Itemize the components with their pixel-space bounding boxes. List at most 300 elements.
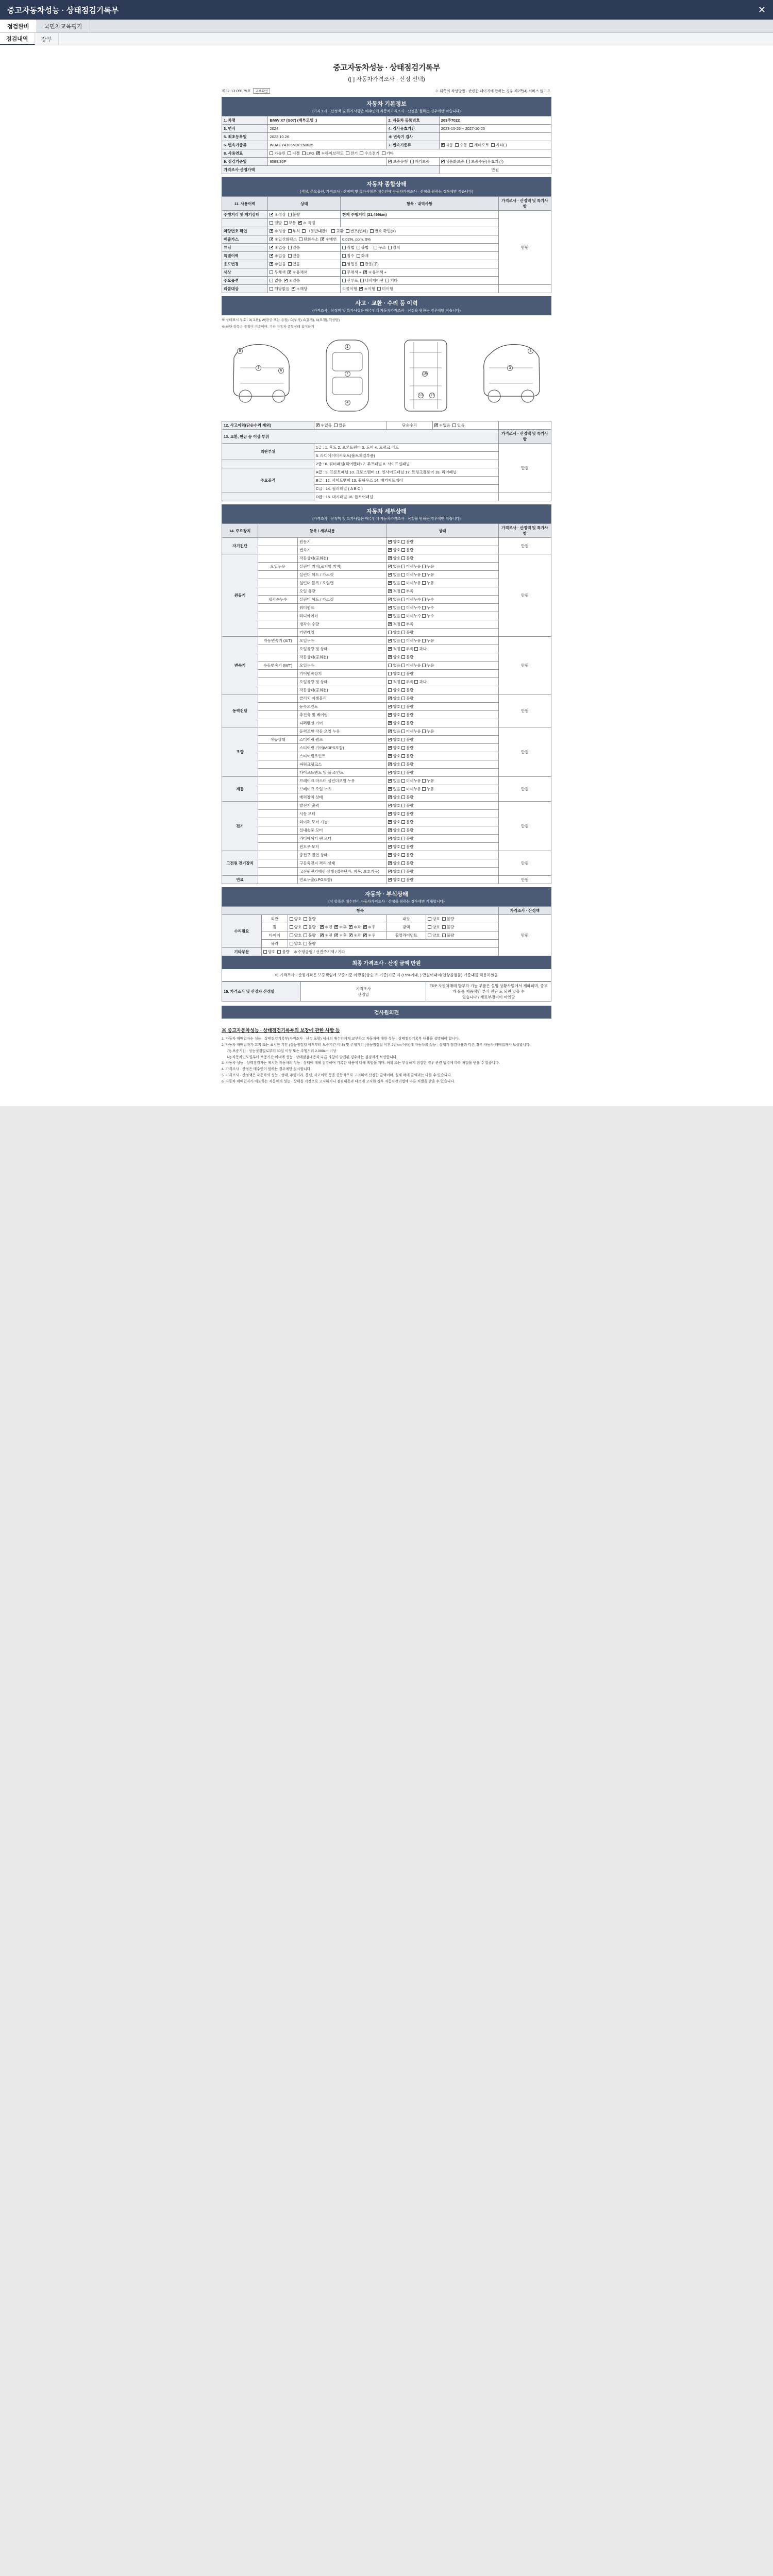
- checkbox-fuel-diesel[interactable]: 디젤: [288, 150, 300, 156]
- checkbox-special-fire[interactable]: 화재: [357, 253, 369, 259]
- detail-item-state[interactable]: [386, 752, 498, 760]
- checkbox-color-mono2[interactable]: 무채색 +: [342, 269, 361, 275]
- checkbox-불량[interactable]: 불량: [401, 630, 414, 635]
- checkbox-양호[interactable]: ✔ 양호: [388, 761, 400, 767]
- field-value-price-basic[interactable]: 만원: [439, 166, 551, 174]
- detail-group-price[interactable]: 만원: [498, 694, 551, 727]
- checkbox-적정[interactable]: ✔ 적정: [388, 646, 400, 652]
- checkbox-불량[interactable]: 불량: [401, 671, 414, 676]
- detail-item-state[interactable]: [386, 546, 498, 554]
- row-state-special[interactable]: [268, 252, 341, 260]
- checkbox-불량[interactable]: 불량: [401, 852, 414, 858]
- checkbox-불량[interactable]: 불량: [401, 753, 414, 759]
- checkbox-불량[interactable]: 불량: [401, 555, 414, 561]
- checkbox-불량[interactable]: 불량: [401, 794, 414, 800]
- checkbox-양호[interactable]: ✔ 양호: [388, 753, 400, 759]
- detail-item-state[interactable]: [386, 810, 498, 818]
- detail-item-state[interactable]: [386, 785, 498, 793]
- checkbox-부족[interactable]: 부족: [401, 588, 414, 594]
- checkbox-warranty-type[interactable]: ✔ 보증유형: [388, 159, 408, 164]
- checkbox-미세누유[interactable]: 미세누유: [401, 786, 421, 792]
- checkbox-양호[interactable]: ✔ 양호: [388, 836, 400, 841]
- detail-group-price[interactable]: 만원: [498, 851, 551, 876]
- checkbox-불량[interactable]: 불량: [401, 654, 414, 660]
- detail-item-state[interactable]: [386, 777, 498, 785]
- checkbox-special-none[interactable]: ✔ ＊없음: [270, 253, 285, 259]
- detail-group-price[interactable]: 만원: [498, 777, 551, 802]
- checkbox-fuel-hybrid[interactable]: ✔ ＊하이브리드: [316, 150, 344, 156]
- checkbox-tire-front[interactable]: ✔ ＊전: [320, 933, 332, 938]
- checkbox-recall-na[interactable]: 해당없음: [270, 286, 289, 292]
- row-state-other-parts[interactable]: [261, 948, 498, 956]
- detail-item-state[interactable]: [386, 554, 498, 563]
- checkbox-양호[interactable]: ✔ 양호: [388, 770, 400, 775]
- checkbox-usechange-none[interactable]: ✔ ＊없음: [270, 261, 285, 267]
- detail-item-state[interactable]: [386, 868, 498, 876]
- checkbox-없음[interactable]: 없음: [388, 663, 400, 668]
- checkbox-recall-notdone[interactable]: 미이행: [377, 286, 393, 292]
- checkbox-tuning-legal[interactable]: 적법: [342, 245, 355, 250]
- section-1-band: [222, 97, 551, 116]
- checkbox-accident-none[interactable]: ✔ ＊없음: [316, 422, 332, 428]
- checkbox-trans-other[interactable]: 기타( ): [491, 142, 507, 148]
- checkbox-불량[interactable]: 불량: [401, 869, 414, 874]
- checkbox-양호[interactable]: ✔ 양호: [388, 720, 400, 726]
- checkbox-vin-altered[interactable]: 변조(변타): [346, 228, 368, 234]
- detail-item-state[interactable]: [386, 653, 498, 662]
- checkbox-없음[interactable]: ✔ 없음: [388, 605, 400, 611]
- checkbox-odo-high[interactable]: ✔ ＊ 특정: [298, 220, 315, 226]
- checkbox-양호[interactable]: 양호: [388, 630, 400, 635]
- checkbox-양호[interactable]: ✔ 양호: [388, 803, 400, 808]
- checkbox-option-navigation[interactable]: 내비게이션: [360, 278, 383, 283]
- checkbox-trans-semi[interactable]: 세미오토: [469, 142, 489, 148]
- checkbox-polish-good[interactable]: 양호: [428, 924, 440, 930]
- checkbox-양호[interactable]: ✔ 양호: [388, 811, 400, 817]
- checkbox-불량[interactable]: 불량: [401, 770, 414, 775]
- checkbox-없음[interactable]: ✔ 없음: [388, 580, 400, 586]
- subtab-ledger[interactable]: 장부: [35, 33, 59, 45]
- row-state-emission[interactable]: [268, 235, 341, 244]
- checkbox-미세누수[interactable]: 미세누수: [401, 597, 421, 602]
- row-state-odometer2[interactable]: [268, 219, 341, 227]
- row-state-accident[interactable]: [314, 421, 386, 430]
- row-state-interior[interactable]: [426, 915, 499, 923]
- checkbox-usechange-official[interactable]: 관용(공): [360, 261, 379, 267]
- checkbox-누수[interactable]: 누수: [422, 597, 434, 602]
- app-title-bar: [0, 0, 773, 20]
- checkbox-interior-bad[interactable]: 불량: [442, 916, 455, 922]
- checkbox-special-flood[interactable]: 침수: [342, 253, 355, 259]
- detail-group-price[interactable]: 만원: [498, 727, 551, 777]
- row-price-condition[interactable]: 만원: [498, 211, 551, 285]
- detail-item-state[interactable]: [386, 851, 498, 859]
- field-value-platenumber[interactable]: 203주7022: [439, 116, 551, 125]
- checkbox-부족[interactable]: 부족: [401, 679, 414, 685]
- checkbox-odometer-normal[interactable]: ✔ ＊정상: [270, 212, 285, 217]
- checkbox-options-none[interactable]: 없음: [270, 278, 282, 283]
- checkbox-양호[interactable]: ✔ 양호: [388, 794, 400, 800]
- checkbox-불량[interactable]: 불량: [401, 836, 414, 841]
- tab-evaluation[interactable]: 국민차교육평가: [37, 20, 90, 32]
- checkbox-interior-good[interactable]: 양호: [428, 916, 440, 922]
- checkbox-trans-auto[interactable]: ✔ 자동: [441, 142, 453, 148]
- detail-item-state[interactable]: [386, 760, 498, 769]
- checkbox-tuning-illegal[interactable]: 불법: [357, 245, 369, 250]
- checkbox-불량[interactable]: 불량: [401, 877, 414, 883]
- detail-item-state[interactable]: [386, 835, 498, 843]
- checkbox-양호[interactable]: ✔ 양호: [388, 539, 400, 545]
- checkbox-emission-smoke[interactable]: ✔ ＊매연: [321, 236, 337, 242]
- detail-item-state[interactable]: [386, 793, 498, 802]
- checkbox-없음[interactable]: ✔ 없음: [388, 564, 400, 569]
- checkbox-불량[interactable]: 불량: [401, 687, 414, 693]
- checkbox-options-yes[interactable]: ✔ ＊있음: [284, 278, 300, 283]
- checkbox-odo-low[interactable]: 일말: [270, 220, 282, 226]
- checkbox-양호[interactable]: ✔ 양호: [388, 737, 400, 742]
- checkbox-exterior-good[interactable]: 양호: [290, 916, 302, 922]
- checkbox-alignment-good[interactable]: 양호: [428, 933, 440, 938]
- checkbox-양호[interactable]: ✔ 양호: [388, 860, 400, 866]
- checkbox-미세누수[interactable]: 미세누수: [401, 613, 421, 619]
- detail-item-state[interactable]: [386, 826, 498, 835]
- detail-item-state[interactable]: [386, 736, 498, 744]
- checkbox-불량[interactable]: 불량: [401, 712, 414, 718]
- checkbox-양호[interactable]: ✔ 양호: [388, 852, 400, 858]
- detail-item-state[interactable]: [386, 711, 498, 719]
- checkbox-불량[interactable]: 불량: [401, 844, 414, 850]
- row-label-recall: 리콜대상: [222, 285, 268, 293]
- checkbox-양호[interactable]: 양호: [388, 687, 400, 693]
- checkbox-없음[interactable]: ✔ 없음: [388, 728, 400, 734]
- detail-item-state[interactable]: [386, 662, 498, 670]
- checkbox-option-etc[interactable]: 기타: [385, 278, 398, 283]
- checkbox-glass-good[interactable]: 양호: [290, 941, 302, 946]
- checkbox-color-mono[interactable]: 무채색: [270, 269, 285, 275]
- guide-item: 2. 자동차 매매업자가 고지 또는 표시한 기간 (성능점검일 이후부터 보증기간 이내) 및 주행거리 (성능점검일 이후 2만km 이내)에 자동차의 성능 · 상태가 점검내용과 다른 경우 자동차 매매업자가 보상합니다.: [222, 1043, 531, 1047]
- checkbox-미세누유[interactable]: 미세누유: [401, 663, 421, 668]
- row-price-accident[interactable]: [498, 421, 551, 430]
- checkbox-양호[interactable]: ✔ 양호: [388, 712, 400, 718]
- detail-group-price[interactable]: 만원: [498, 554, 551, 637]
- field-value-trans[interactable]: [439, 141, 551, 149]
- detail-item-state[interactable]: [386, 579, 498, 587]
- checkbox-없음[interactable]: ✔ 없음: [388, 778, 400, 784]
- row-detail-color[interactable]: [341, 268, 499, 277]
- row-state-exterior[interactable]: [288, 915, 386, 923]
- field-value-inspection-date[interactable]: 8588.30P: [268, 158, 386, 166]
- detail-item-state[interactable]: [386, 670, 498, 678]
- checkbox-special-yes[interactable]: 있음: [288, 253, 300, 259]
- checkbox-양호[interactable]: ✔ 양호: [388, 869, 400, 874]
- checkbox-fuel-gasoline[interactable]: 가솔린: [270, 150, 285, 156]
- row-state-alignment[interactable]: [426, 931, 499, 940]
- checkbox-적정[interactable]: ✔ 적정: [388, 621, 400, 627]
- checkbox-simple-none[interactable]: ✔ ＊없음: [434, 422, 450, 428]
- checkbox-미세누유[interactable]: 미세누유: [401, 580, 421, 586]
- detail-item-label: 실린더 블록 / 오일팬: [297, 579, 386, 587]
- checkbox-불량[interactable]: 불량: [401, 539, 414, 545]
- checkbox-tire-bad[interactable]: 불량: [304, 933, 316, 938]
- checkbox-불량[interactable]: 불량: [401, 737, 414, 742]
- field-value-warranty2[interactable]: [439, 158, 551, 166]
- row-state-vin-check[interactable]: [268, 227, 498, 235]
- detail-item-state[interactable]: [386, 596, 498, 604]
- checkbox-option-sunroof[interactable]: 선루프: [342, 278, 358, 283]
- field-value-carname[interactable]: BMW X7 (G07) (배부모델 :): [268, 116, 386, 125]
- checkbox-불량[interactable]: 불량: [401, 827, 414, 833]
- checkbox-불량[interactable]: 불량: [401, 803, 414, 808]
- row-price-parts2[interactable]: [498, 493, 551, 501]
- checkbox-tuning-yes[interactable]: 있음: [288, 245, 300, 250]
- checkbox-vin-corrosion[interactable]: 부식: [288, 228, 300, 234]
- checkbox-odo-mid[interactable]: 보통: [284, 220, 296, 226]
- table-row: [222, 802, 551, 810]
- detail-item-state[interactable]: [386, 727, 498, 736]
- checkbox-누수[interactable]: 누수: [422, 605, 434, 611]
- checkbox-trans-manual[interactable]: 수동: [455, 142, 467, 148]
- checkbox-vin-exchange[interactable]: 교환: [331, 228, 344, 234]
- checkbox-usechange-yes[interactable]: 있음: [288, 261, 300, 267]
- checkbox-불량[interactable]: 불량: [401, 761, 414, 767]
- row-detail-odometer: 현재 주행거리 (21,499km): [341, 211, 499, 219]
- field-value-year[interactable]: 2024: [268, 125, 386, 133]
- subtab-details[interactable]: 점검내역: [0, 33, 35, 45]
- checkbox-usechange-business[interactable]: 영업용: [342, 261, 358, 267]
- section-4-title: 자동차 세부상태: [366, 509, 407, 515]
- checkbox-불량[interactable]: 불량: [401, 860, 414, 866]
- checkbox-양호[interactable]: ✔ 양호: [388, 819, 400, 825]
- row-detail-special[interactable]: [341, 252, 499, 260]
- detail-item-state[interactable]: [386, 612, 498, 620]
- close-icon[interactable]: ✕: [758, 4, 766, 15]
- row-price-parts[interactable]: 만원: [498, 444, 551, 493]
- row-state-tire[interactable]: [288, 931, 386, 940]
- detail-item-state[interactable]: [386, 818, 498, 826]
- row-state-recall[interactable]: [268, 285, 341, 293]
- row-price-tire[interactable]: 만원: [498, 915, 551, 956]
- checkbox-양호[interactable]: ✔ 양호: [388, 745, 400, 751]
- checkbox-alignment-bad[interactable]: 불량: [442, 933, 455, 938]
- field-value-confirm[interactable]: [439, 133, 551, 141]
- detail-item-state[interactable]: [386, 769, 498, 777]
- detail-item-state[interactable]: [386, 645, 498, 653]
- checkbox-불량[interactable]: 불량: [401, 720, 414, 726]
- inspector-opinion-band: 검사원의견: [222, 1006, 551, 1019]
- row-state-tuning[interactable]: [268, 244, 341, 252]
- checkbox-과다[interactable]: 과다: [414, 646, 427, 652]
- detail-item-state[interactable]: [386, 620, 498, 629]
- row-state-options[interactable]: [268, 277, 341, 285]
- checkbox-없음[interactable]: ✔ 없음: [388, 572, 400, 578]
- detail-item-state[interactable]: [386, 802, 498, 810]
- checkbox-tire-left[interactable]: ✔ ＊좌: [349, 933, 361, 938]
- detail-item-state[interactable]: [386, 571, 498, 579]
- checkbox-양호[interactable]: ✔ 양호: [388, 844, 400, 850]
- checkbox-wheel-front[interactable]: ✔ ＊전: [320, 924, 332, 930]
- checkbox-부족[interactable]: 부족: [401, 646, 414, 652]
- checkbox-vin-normal[interactable]: ✔ ＊정상: [270, 228, 285, 234]
- checkbox-부족[interactable]: 부족: [401, 621, 414, 627]
- row-detail-usechange[interactable]: [341, 260, 499, 268]
- row-state-usechange[interactable]: [268, 260, 341, 268]
- checkbox-recall-yes[interactable]: ✔ ＊해당: [292, 286, 308, 292]
- field-value-fuel[interactable]: [268, 149, 551, 158]
- detail-item-state[interactable]: [386, 694, 498, 703]
- car-view-right: [476, 337, 548, 417]
- row-detail-recall[interactable]: [341, 285, 499, 293]
- detail-sub-label: [258, 744, 298, 752]
- checkbox-tire-good[interactable]: 양호: [290, 933, 302, 938]
- checkbox-simple-yes[interactable]: 있음: [452, 422, 465, 428]
- detail-item-state[interactable]: [386, 719, 498, 727]
- row-state-odometer[interactable]: [268, 211, 341, 219]
- checkbox-emission-co[interactable]: ✔ ＊일산화탄소: [270, 236, 297, 242]
- checkbox-누유[interactable]: 누유: [422, 580, 434, 586]
- checkbox-미세누유[interactable]: 미세누유: [401, 564, 421, 569]
- tire-exterior-table: [222, 906, 551, 956]
- checkbox-emission-hc[interactable]: 탄화수소: [299, 236, 318, 242]
- checkbox-odometer-bad[interactable]: 불량: [288, 212, 300, 217]
- checkbox-불량[interactable]: 불량: [401, 819, 414, 825]
- checkbox-불량[interactable]: 불량: [401, 745, 414, 751]
- checkbox-누유[interactable]: 누유: [422, 728, 434, 734]
- detail-item-state[interactable]: [386, 604, 498, 612]
- checkbox-불량[interactable]: 불량: [401, 547, 414, 553]
- row-value-inspection-date2[interactable]: FRP 자동차매매 탈부하 기능 부품은 설명 상황사법에서 제파피며, 중고가 물품 제품적인 부식 진단 도 되면 맞을 수 있습니다 / 재료부경미이 마인당: [426, 982, 551, 1002]
- checkbox-양호[interactable]: ✔ 양호: [388, 827, 400, 833]
- checkbox-fuel-lpg[interactable]: LPG: [302, 151, 314, 156]
- checkbox-미세누유[interactable]: 미세누유: [401, 728, 421, 734]
- checkbox-fuel-other[interactable]: 기타: [382, 150, 394, 156]
- checkbox-불량[interactable]: 불량: [401, 704, 414, 709]
- checkbox-양호[interactable]: ✔ 양호: [388, 696, 400, 701]
- detail-item-state[interactable]: [386, 538, 498, 546]
- checkbox-누유[interactable]: 누유: [422, 663, 434, 668]
- checkbox-vin-unknown[interactable]: 번호 확인(X): [370, 228, 396, 234]
- checkbox-wheel-left[interactable]: ✔ ＊좌: [349, 924, 361, 930]
- field-value-first-reg[interactable]: 2023.10.26: [268, 133, 386, 141]
- detail-item-state[interactable]: [386, 678, 498, 686]
- checkbox-polish-bad[interactable]: 불량: [442, 924, 455, 930]
- checkbox-양호[interactable]: ✔ 양호: [388, 654, 400, 660]
- row-price-recall[interactable]: [498, 285, 551, 293]
- checkbox-불량[interactable]: 불량: [401, 696, 414, 701]
- checkbox-wheel-right[interactable]: ✔ ＊우: [363, 924, 376, 930]
- checkbox-accident-yes[interactable]: 있음: [334, 422, 346, 428]
- field-value-warranty[interactable]: [386, 158, 439, 166]
- row-state-wheel[interactable]: [288, 923, 386, 931]
- detail-group-price[interactable]: 만원: [498, 538, 551, 554]
- detail-group-price[interactable]: 만원: [498, 876, 551, 884]
- checkbox-warranty-product[interactable]: ✔ 상품화보증: [441, 159, 464, 164]
- col-header-price2: 가격조사 · 산정액 및 특가사항: [498, 430, 551, 444]
- checkbox-적정[interactable]: ✔ 적정: [388, 588, 400, 594]
- field-label-year: 3. 연식: [222, 125, 268, 133]
- checkbox-누유[interactable]: 누유: [422, 638, 434, 643]
- car-diagram: [222, 330, 551, 421]
- checkbox-양호[interactable]: ✔ 양호: [388, 547, 400, 553]
- detail-group-price[interactable]: 만원: [498, 802, 551, 851]
- row-state-glass[interactable]: [288, 940, 498, 948]
- checkbox-color-chroma2[interactable]: ✔ ＊유채색 +: [363, 269, 386, 275]
- checkbox-wheel-good[interactable]: 양호: [290, 924, 302, 930]
- checkbox-과다[interactable]: 과다: [414, 679, 427, 685]
- checkbox-불량[interactable]: 불량: [401, 811, 414, 817]
- checkbox-양호[interactable]: 양호: [388, 671, 400, 676]
- detail-item-state[interactable]: [386, 859, 498, 868]
- checkbox-없음[interactable]: ✔ 없음: [388, 613, 400, 619]
- tab-inspection[interactable]: 점검완비: [0, 20, 37, 32]
- detail-item-state[interactable]: [386, 876, 498, 884]
- detail-item-state[interactable]: [386, 744, 498, 752]
- checkbox-other-bad[interactable]: 불량: [277, 949, 290, 955]
- checkbox-warranty-self[interactable]: 자기보증: [410, 159, 430, 164]
- checkbox-tuning-none[interactable]: ✔ ＊없음: [270, 245, 285, 250]
- checkbox-양호[interactable]: ✔ 양호: [388, 877, 400, 883]
- checkbox-wheel-rear[interactable]: ✔ ＊후: [334, 924, 347, 930]
- checkbox-tuning-device[interactable]: 장치: [388, 245, 400, 250]
- detail-item-state[interactable]: [386, 843, 498, 851]
- field-value-vin[interactable]: WBACY4106M9P750625: [268, 141, 386, 149]
- checkbox-누유[interactable]: 누유: [422, 778, 434, 784]
- checkbox-양호[interactable]: ✔ 양호: [388, 555, 400, 561]
- checkbox-누유[interactable]: 누유: [422, 564, 434, 569]
- checkbox-other-good[interactable]: 양호: [263, 949, 276, 955]
- checkbox-tire-right[interactable]: ✔ ＊우: [363, 933, 376, 938]
- checkbox-미세누유[interactable]: 미세누유: [401, 638, 421, 643]
- checkbox-tire-rear[interactable]: ✔ ＊후: [334, 933, 347, 938]
- checkbox-glass-bad[interactable]: 불량: [304, 941, 316, 946]
- checkbox-vin-panel[interactable]: （동반내판）: [302, 228, 329, 234]
- checkbox-exterior-bad[interactable]: 불량: [304, 916, 316, 922]
- checkbox-recall-done[interactable]: ✔ ＊이행: [359, 286, 375, 292]
- checkbox-적정[interactable]: 적정: [388, 679, 400, 685]
- checkbox-양호[interactable]: ✔ 양호: [388, 704, 400, 709]
- checkbox-없음[interactable]: ✔ 없음: [388, 597, 400, 602]
- field-value-inspection-valid[interactable]: 2023-10-26 ~ 2027-10-25: [439, 125, 551, 133]
- detail-item-state[interactable]: [386, 703, 498, 711]
- checkbox-fuel-electric[interactable]: 전기: [346, 150, 358, 156]
- detail-item-state[interactable]: [386, 629, 498, 637]
- checkbox-warranty-period[interactable]: 보증수단(유효기간): [466, 159, 503, 164]
- checkbox-누수[interactable]: 누수: [422, 613, 434, 619]
- detail-item-state[interactable]: [386, 637, 498, 645]
- row-state-polish[interactable]: [426, 923, 499, 931]
- checkbox-미세누유[interactable]: 미세누유: [401, 572, 421, 578]
- row-detail-options[interactable]: [341, 277, 499, 285]
- row-value-appraisal-date[interactable]: 가격조사 산정일: [301, 982, 426, 1002]
- detail-item-state[interactable]: [386, 587, 498, 596]
- checkbox-없음[interactable]: ✔ 없음: [388, 638, 400, 643]
- checkbox-없음[interactable]: ✔ 없음: [388, 786, 400, 792]
- checkbox-미세누유[interactable]: 미세누유: [401, 778, 421, 784]
- row-detail-tuning[interactable]: [341, 244, 499, 252]
- checkbox-누유[interactable]: 누유: [422, 572, 434, 578]
- row-state-color[interactable]: [268, 268, 341, 277]
- checkbox-wheel-bad[interactable]: 불량: [304, 924, 316, 930]
- detail-group-price[interactable]: 만원: [498, 637, 551, 694]
- checkbox-tuning-structure[interactable]: 구조: [374, 245, 386, 250]
- detail-item-state[interactable]: [386, 563, 498, 571]
- checkbox-누유[interactable]: 누유: [422, 786, 434, 792]
- detail-sub-label: [258, 629, 298, 637]
- checkbox-fuel-hydrogen[interactable]: 수소전기: [360, 150, 379, 156]
- detail-item-state[interactable]: [386, 686, 498, 694]
- checkbox-color-chroma[interactable]: ✔ ＊유채색: [288, 269, 307, 275]
- checkbox-미세누수[interactable]: 미세누수: [401, 605, 421, 611]
- row-state-simple-repair[interactable]: [432, 421, 498, 430]
